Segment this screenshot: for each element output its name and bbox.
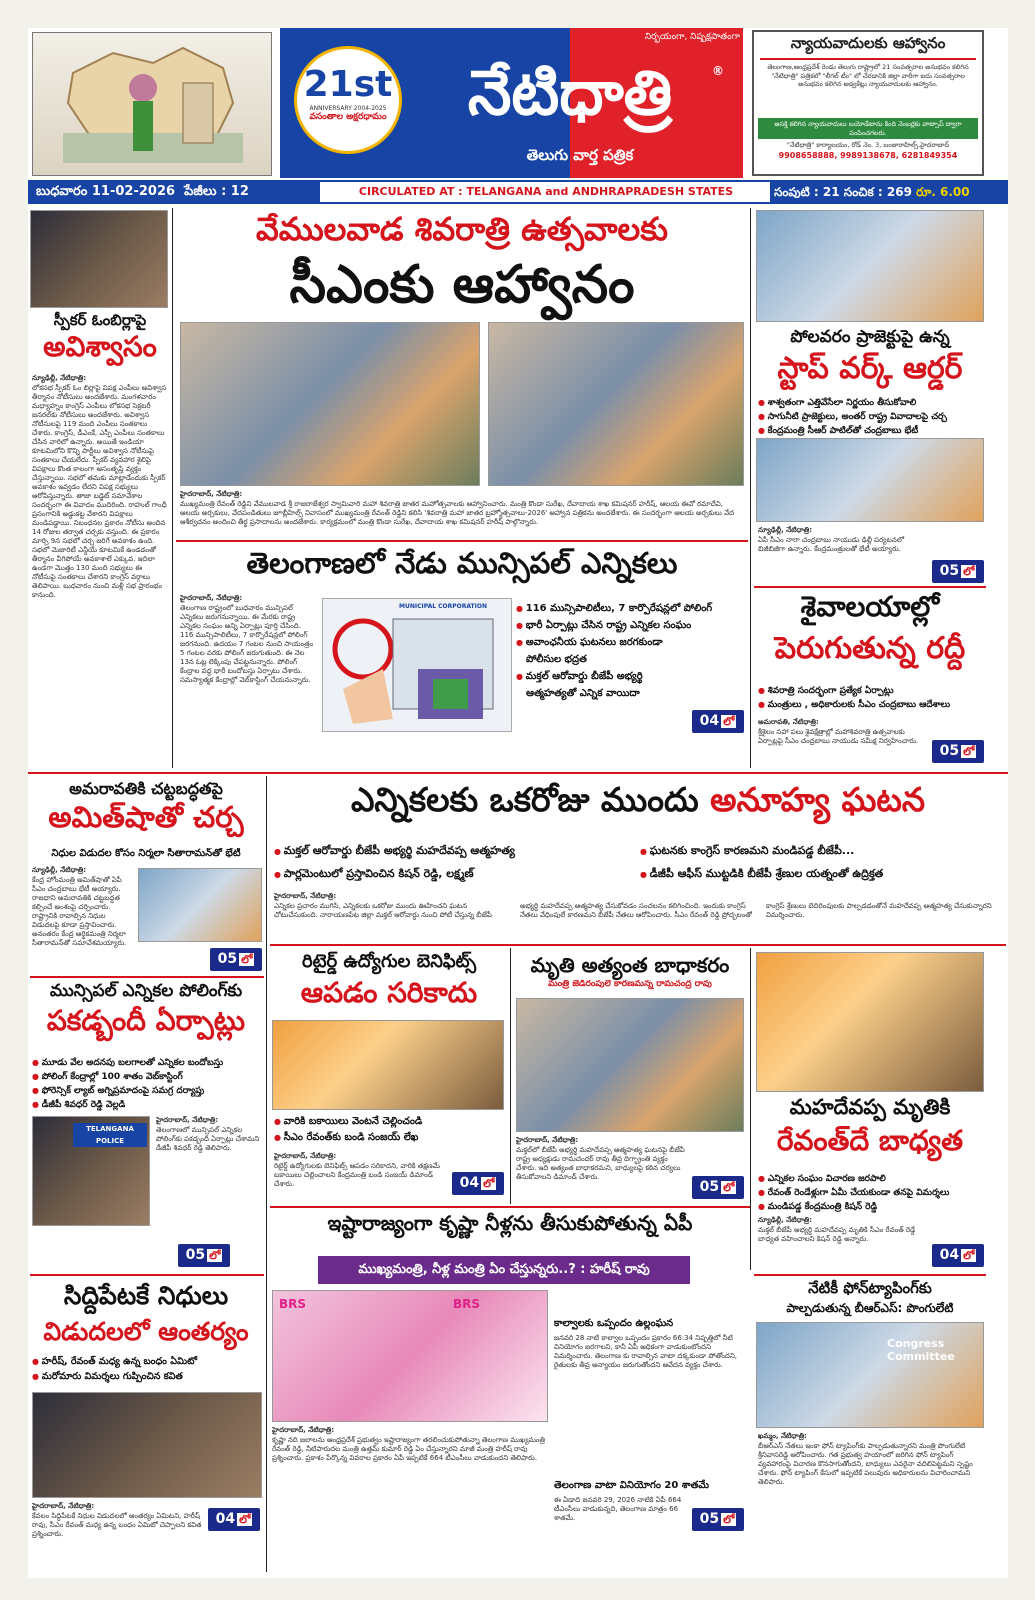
shaivalayalu-bullets xyxy=(758,684,986,712)
registered-mark-icon: ® xyxy=(712,64,724,78)
page-suffix: లో xyxy=(239,1513,251,1526)
shaivalayalu-bullet: ● శివరాత్రి సందర్భంగా ప్రత్యేక ఏర్పాట్లు xyxy=(758,684,986,698)
revanth-headline: రేవంత్‌దే బాధ్యత xyxy=(776,1124,964,1157)
anuhya-bullets-left xyxy=(274,840,634,886)
section-divider xyxy=(30,1274,264,1276)
lead-headline: సీఎంకు ఆహ్వానం xyxy=(289,254,635,315)
amitshah-kicker: అమరావతికి చట్టబద్ధతపై xyxy=(69,779,223,798)
volume-issue: సంపుటి : 21 సంచిక : 269 xyxy=(774,185,912,199)
mruthi-body: మక్తల్‌లో బీజేపీ అభ్యర్థి మహదేవప్ప ఆత్మహత్య ఘటనపై బీజేపీ రాష్ట్ర అధ్యక్షుడు రామచందర్ రావు తీవ్ర దిగ్భ్రాంతి వ్యక్తం చేశారు. ఇది అత్యంత బాధాకరమని, బాధ్యులపై కఠిన చర్యలు తీసుకోవాలని డిమాండ్ చేశారు. xyxy=(516,1146,685,1181)
advert-title: న్యాయవాదులకు ఆహ్వానం xyxy=(790,34,946,52)
page-count: పేజీలు : 12 xyxy=(184,184,249,199)
speaker-body: లోకసభ స్పీకర్ ఓం బిర్లాపై విపక్ష ఎంపీలు అవిశ్వాస తీర్మానం నోటీసులు అందజేశారు. మంగళవారం మధ్యాహ్నం కాంగ్రెస్ ఎంపీలు లోకసభ సెక్రటరీ జనరల్‌కు నోటీసులు అందజేశారు. అవిశ్వాస నోటీసులపై 119 మంది ఎంపీలు సంతకాలు చేశారు. కాంగ్రెస్, డీఎంకే, ఎస్పీ ఎంపీలు సంతకాలు చేసిన వారిలో ఉన్నారు. అయితే ఇండియా కూటమిలోని కొన్ని పార్టీలు అవిశ్వాస నోటీసుపై సంతకాలు చేయలేదు. స్పీకర్ వ్యవహార శైలిపై విపక్షాలు కొంత కాలంగా అసంతృప్తి వ్యక్తం చేస్తున్నాయి. సభలో తమకు మాట్లాడేందుకు స్పీకర్ అవకాశం ఇవ్వడం లేదని విపక్ష సభ్యులు ఆరోపిస్తున్నారు. తాజా బడ్జెట్ సమావేశాల సందర్భంగా ఈ వివాదం ముదిరింది. రాహుల్ గాంధీ ప్రసంగానికి అడ్డుకట్ట వేశారని విపక్షాలు మండిపడ్డాయి. నిబంధనల ప్రకారం నోటీసు అందిన 14 రోజుల తర్వాత చర్చకు వస్తుంది. ఈ ప్రకారం మార్చి 9న సభలో చర్చ జరిగే అవకాశం ఉంది. సభలో మెజారిటీ ఎన్డీయే కూటమికే ఉండడంతో తీర్మానం వీగిపోయే అవకాశాలే ఎక్కువ. ఇదిలా ఉండగా మొత్తం 130 మంది సభ్యులు ఈ నోటీసుపై సంతకాలు చేశారని కాంగ్రెస్ వర్గాలు తెలిపాయి. బుధవారం నుంచి మళ్లీ సభ ప్రారంభం కానుంది. xyxy=(32,384,167,599)
page-number: 05 xyxy=(185,1247,206,1263)
dateline-bar xyxy=(28,180,1008,204)
municipal-graphic-label: MUNICIPAL CORPORATION xyxy=(398,603,487,610)
column-divider xyxy=(750,948,751,1270)
retired-body: రిటైర్డ్ ఉద్యోగులకు బెనిఫిట్స్ ఆపడం సరికాదని, వారికి తక్షణమే బకాయిలు చెల్లించాలని కేంద్రమంత్రి బండి సంజయ్ డిమాండ్ చేశారు. xyxy=(274,1162,441,1188)
siddipet-bullet: ● హరీష్, రేవంత్ మధ్య ఉన్న బంధం ఏమిటో xyxy=(32,1354,262,1369)
page-number: 04 xyxy=(215,1511,236,1527)
anniversary-text: వసంతాల అక్షరధామం xyxy=(309,112,387,122)
mruthi-photo xyxy=(516,998,744,1132)
page-suffix: లో xyxy=(723,1513,735,1526)
shaivalayalu-bullet: ● మంత్రులు , అధికారులకు సీఎం చంద్రబాబు ఆదేశాలు xyxy=(758,698,986,712)
page-suffix: లో xyxy=(209,1249,221,1262)
anniversary-number: 21st xyxy=(303,64,393,105)
krishna-subhead: ముఖ్యమంత్రి, నీళ్ల మంత్రి ఏం చేస్తున్నరు..? : హరీష్ రావు xyxy=(318,1256,690,1284)
page-number: 05 xyxy=(939,563,960,579)
anuhya-dateline: హైదరాబాద్, నేటిధాత్రి: xyxy=(274,892,337,900)
polavaram-bullet: ● కేంద్రమంత్రి సీఆర్ పాటిల్‌తో చంద్రబాబు భేటీ xyxy=(758,424,986,438)
ballot-box-icon xyxy=(323,599,511,731)
section-divider xyxy=(176,540,748,542)
revanth-bullet: ● ఎన్నికల సంఘం విచారణ జరపాలి xyxy=(758,1172,986,1186)
polavaram-meeting-photo xyxy=(756,438,984,522)
anuhya-bullets-right xyxy=(640,840,1004,886)
page-suffix: లో xyxy=(963,1249,975,1262)
telangana-map-illustration xyxy=(32,32,272,176)
page-suffix: లో xyxy=(241,953,253,966)
polling-headline: పకడ్బందీ ఏర్పాట్లు xyxy=(46,1004,246,1037)
shaivalayalu-kicker: శైవాలయాల్లో xyxy=(800,590,940,623)
polling-bullet: ● ఫోరెన్సిక్ ల్యాబ్ అగ్నిప్రమాదంపై సమగ్ర దర్యాప్తు xyxy=(32,1084,262,1098)
lead-photo-left xyxy=(180,322,480,486)
krishna-box-head: కాల్వాలకు ఒప్పందం ఉల్లంఘన xyxy=(554,1318,674,1329)
page-reference-badge[interactable] xyxy=(692,710,744,733)
lead-dateline: హైదరాబాద్, నేటిధాత్రి: xyxy=(180,490,243,498)
krishna-headline: ఇష్టారాజ్యంగా కృష్ణా నీళ్లను తీసుకుపోతున్న ఏపీ xyxy=(327,1211,693,1235)
speaker-headline: అవిశ్వాసం xyxy=(43,330,157,363)
phonetapping-headline: పాల్పడుతున్న బీఆర్ఎస్: పొంగులేటి xyxy=(786,1301,954,1315)
phonetapping-kicker: నేటికీ ఫోన్‌ట్యాపింగ్‌కు xyxy=(808,1279,932,1297)
page-number: 04 xyxy=(459,1175,480,1191)
advocate-advert xyxy=(752,30,984,176)
phonetapping-photo xyxy=(756,1322,984,1428)
page-number: 05 xyxy=(939,743,960,759)
polling-body: తెలంగాణలో మున్సిపల్ ఎన్నికల పోలింగ్‌కు పకడ్బందీ ఏర్పాట్లు చేశామని డీజీపీ శివధర్ రెడ్డి తెలిపారు. xyxy=(156,1126,260,1152)
polavaram-dateline: న్యూఢిల్లీ, నేటిధాత్రి: xyxy=(758,526,813,534)
phonetapping-body: బీఆర్ఎస్ నేతలు ఇంకా ఫోన్ ట్యాపింగ్‌కు పాల్పడుతున్నారని మంత్రి పొంగులేటి శ్రీనివాసరెడ్డి ఆరోపించారు. గత ప్రభుత్వ హయాంలో జరిగిన ఫోన్ ట్యాపింగ్ వ్యవహారంపై విచారణ కొనసాగుతోందని, బాధ్యులు ఎవరైనా వదిలిపెట్టమని స్పష్టం చేశారు. ఫోన్ ట్యాపింగ్ కేసులో ఇప్పటికే పలువురు అధికారులను విచారించామని తెలిపారు. xyxy=(758,1442,973,1486)
municipal-dateline: హైదరాబాద్, నేటిధాత్రి: xyxy=(180,594,243,602)
section-divider xyxy=(270,1206,750,1208)
anuhya-headline-a: ఎన్నికలకు ఒకరోజు ముందు xyxy=(350,780,699,819)
shaivalayalu-body: శ్రీశైలం సహా పలు శైవక్షేత్రాల్లో మహాశివరాత్రి ఉత్సవాలకు ఏర్పాట్లపై సీఎం చంద్రబాబు నాయుడు సమీక్ష నిర్వహించారు. xyxy=(758,728,919,745)
section-divider xyxy=(754,1274,986,1276)
price: రూ. 6.00 xyxy=(916,185,970,199)
masthead-tagline: నిర్భయంగా, నిష్పక్షపాతంగా xyxy=(644,32,740,42)
municipal-bullet: ● 116 మున్సిపాలిటీలు, 7 కార్పొరేషన్లలో పోలింగ్ xyxy=(516,600,746,617)
page-suffix: లో xyxy=(723,1181,735,1194)
municipal-graphic xyxy=(322,598,512,732)
polling-bullet: ● డీజీపీ శివధర్ రెడ్డి వెల్లడి xyxy=(32,1098,262,1112)
municipal-bullet: ● మక్తల్ ఆరోవార్డు బీజేపీ అభ్యర్థి xyxy=(516,668,746,685)
telangana-map-icon xyxy=(33,33,271,175)
circulation-statement: CIRCULATED AT : TELANGANA and ANDHRAPRADESH STATES xyxy=(358,185,734,198)
amitshah-photo xyxy=(138,868,262,942)
phonetapping-dateline: ఖమ్మం, నేటిధాత్రి: xyxy=(758,1432,807,1440)
anuhya-body: ఎన్నికల ప్రచారం ముగిసి, ఎన్నికలకు ఒకరోజు ముందు ఊహించని ఘటన చోటుచేసుకుంది. నారాయణపేట జిల్లా మక్తల్ ఆరోవార్డు నుంచి పోటీ చేస్తున్న బీజేపీ అభ్యర్థి మహదేవప్ప ఆత్మహత్య చేసుకోవడం సంచలనం కలిగించింది. ఇందుకు కాంగ్రెస్ నేతలు వేధింపులే కారణమని బీజేపీ నేతలు ఆరోపించారు. సీఎం రేవంత్ రెడ్డి ప్రోద్బలంతో కాంగ్రెస్ శ్రేణులు బెదిరింపులకు పాల్పడడంతోనే మహదేవప్ప ఆత్మహత్య చేసుకున్నారని విమర్శించారు. xyxy=(274,902,992,919)
page-number: 05 xyxy=(699,1179,720,1195)
anuhya-bullet: ● పార్లమెంటులో ప్రస్తావించిన కిషన్ రెడ్డి, లక్ష్మణ్ xyxy=(274,863,634,886)
anuhya-headline-b: అనూహ్య ఘటన xyxy=(710,780,926,819)
municipal-bullet: ● భారీ ఏర్పాట్లు చేసిన రాష్ట్ర ఎన్నికల సంఘం xyxy=(516,617,746,634)
revanth-story-photo xyxy=(756,952,984,1092)
mruthi-headline: మృతి అత్యంత బాధాకరం xyxy=(530,953,730,977)
municipal-bullets xyxy=(516,600,746,702)
masthead-title: నేటిధాత్రి xyxy=(467,56,673,129)
siddipet-headline-b: విడుదలలో ఆంతర్యం xyxy=(43,1317,249,1346)
polavaram-bullet: ● సాగునీటి ప్రాజెక్టులు, అంతర్ రాష్ట్ర వివాదాలపై చర్చ xyxy=(758,410,986,424)
page-number: 05 xyxy=(217,951,238,967)
advert-body: తెలంగాణ,ఆంధ్రప్రదేశ్ రెండు తెలుగు రాష్ట్రాలో 21 సంవత్సరాల అనుభవం కలిగిన "నేటిధాత్రి" పత్రికలో "లీగల్ టీం" లో చేరడానికి జిల్లా వారీగా ఐదు సంవత్సరాల అనుభవం కలిగిన అడ్వకేట్లు న్యాయవాదులకు ఆహ్వానం. xyxy=(767,63,969,88)
revanth-dateline: న్యూఢిల్లీ, నేటిధాత్రి: xyxy=(758,1216,813,1224)
siddipet-body: కేవలం సిద్దిపేటకే నిధుల విడుదలలో ఆంతర్యం ఏమిటని, హరీష్ రావు, సీఎం రేవంత్ మధ్య ఉన్న బంధం ఏమిటో చెప్పాలని కవిత ప్రశ్నించారు. xyxy=(32,1512,202,1538)
masthead-banner xyxy=(280,28,743,178)
retired-bullet: ● వారికి బకాయిలు వెంటనే చెల్లించండి xyxy=(274,1114,506,1130)
page-number: 05 xyxy=(699,1511,720,1527)
krishna-body2: జనవరి 28 నాటి కాల్వాల ఒప్పందం ప్రకారం 66:34 నిష్పత్తిలో నీటి వినియోగం జరగాలని, కానీ ఏపీ అధికంగా వాడుకుంటోందని విమర్శించారు. తెలంగాణ కు రావాల్సిన వాటా దక్కకుండా పోతోందని, రైతులకు తీవ్ర అన్యాయం జరుగుతోందని ఆవేదన వ్యక్తం చేశారు. xyxy=(554,1334,737,1369)
page-reference-badge[interactable] xyxy=(692,1176,744,1199)
page-suffix: లో xyxy=(963,565,975,578)
section-divider xyxy=(28,772,1008,774)
siddipet-bullet: ● మరోమారు విమర్శలు గుప్పించిన కవిత xyxy=(32,1369,262,1384)
amitshah-subhead: నిధుల విడుదల కోసం నిర్మలా సీతారామన్‌తో భేటీ xyxy=(51,848,241,859)
siddipet-photo xyxy=(32,1392,262,1498)
polling-photo-label: TELANGANA POLICE xyxy=(73,1123,147,1147)
retired-kicker: రిటైర్డ్ ఉద్యోగుల బెనిఫిట్స్ xyxy=(301,951,477,972)
page-reference-badge[interactable] xyxy=(692,1508,744,1531)
page-reference-badge[interactable] xyxy=(208,1508,260,1531)
revanth-body: మక్తల్ బీజేపీ అభ్యర్థి మహదేవప్ప మృతికి సీఎం రేవంత్ రెడ్డే బాధ్యత వహించాలని కిషన్ రెడ్డి అన్నారు. xyxy=(758,1226,916,1243)
page-number: 04 xyxy=(699,713,720,729)
revanth-bullet: ● మండిపడ్డ కేంద్రమంత్రి కిషన్ రెడ్డి xyxy=(758,1200,986,1214)
advert-green-strip: ఆసక్తి కలిగిన న్యాయవాదులు బయోడేటాను కింది నెంబర్లకు వాట్సాప్ ద్వారా పంపించగలరు. xyxy=(758,118,978,139)
polling-bullet: ● పోలింగ్ కేంద్రాల్లో 100 శాతం వెబ్‌కాస్టింగ్ xyxy=(32,1070,262,1084)
page-suffix: లో xyxy=(723,715,735,728)
mruthi-subhead: మంత్రి జెడిరంపులే కారణమన్న రామచంద్ర రావు xyxy=(548,980,712,989)
column-divider xyxy=(172,208,173,768)
polavaram-photo xyxy=(756,210,984,322)
krishna-box-head2: తెలంగాణ వాటా వినియోగం 20 శాతమే xyxy=(554,1480,709,1491)
anuhya-bullet: ● డీజీపీ ఆఫీస్ ముట్టడికి బీజేపీ శ్రేణుల యత్నంతో ఉద్రిక్తత xyxy=(640,863,1004,886)
retired-photo xyxy=(272,1020,504,1110)
speaker-photo xyxy=(30,210,168,308)
anniversary-badge xyxy=(294,46,402,154)
municipal-headline: తెలంగాణలో నేడు మున్సిపల్ ఎన్నికలు xyxy=(246,546,678,580)
polling-bullet: ● మూడు వేల అదనపు బలగాలతో ఎన్నికల బందోబస్తు xyxy=(32,1056,262,1070)
retired-headline: ఆపడం సరికాదు xyxy=(300,976,478,1009)
polling-bullets xyxy=(32,1056,262,1112)
retired-dateline: హైదరాబాద్, నేటిధాత్రి: xyxy=(274,1152,337,1160)
page-number: 04 xyxy=(939,1247,960,1263)
section-divider xyxy=(30,976,264,978)
siddipet-headline-a: సిద్దిపేటకే నిధులు xyxy=(63,1281,229,1310)
issue-date: బుధవారం 11-02-2026 xyxy=(36,184,176,199)
anuhya-headline xyxy=(270,782,1006,818)
lead-kicker: వేములవాడ శివరాత్రి ఉత్సవాలకు xyxy=(256,210,668,248)
section-divider xyxy=(270,944,1006,946)
polavaram-bullet: ● శాశ్వతంగా ఎత్తివేసేలా నిర్ణయం తీసుకోవాలి xyxy=(758,396,986,410)
brs-logo-icon: BRS xyxy=(453,1297,481,1311)
column-divider xyxy=(510,948,511,1204)
phonetapping-photo-label: Congress Committee xyxy=(887,1337,955,1363)
page-suffix: లో xyxy=(483,1177,495,1190)
page-reference-badge[interactable] xyxy=(210,948,262,971)
shaivalayalu-dateline: అమరావతి, నేటిధాత్రి: xyxy=(758,718,819,726)
municipal-bullet-cont: ఆత్మహత్యతో ఎన్నిక వాయిదా xyxy=(526,688,640,699)
page-suffix: లో xyxy=(963,745,975,758)
shaivalayalu-headline: పెరుగుతున్న రద్దీ xyxy=(774,631,966,666)
polling-kicker: మున్సిపల్ ఎన్నికల పోలింగ్‌కు xyxy=(49,981,243,1001)
revanth-kicker: మహదేవప్ప మృతికి xyxy=(789,1095,951,1119)
masthead-subtitle: తెలుగు వార్త పత్రిక xyxy=(526,146,634,164)
krishna-dateline: హైదరాబాద్, నేటిధాత్రి: xyxy=(272,1426,335,1434)
page-reference-badge[interactable] xyxy=(452,1172,504,1195)
krishna-body: కృష్ణా నది జలాలను ఆంధ్రప్రదేశ్ ప్రభుత్వం ఇష్టారాజ్యంగా తరలించుకుపోతున్నా తెలంగాణ ముఖ్యమంత్రి రేవంత్ రెడ్డి, నీటిపారుదల మంత్రి ఉత్తమ్ కుమార్ రెడ్డి ఏం చేస్తున్నారని మాజీ మంత్రి హరీష్ రావు ప్రశ్నించారు. ప్రకాశం పేర్కొన్న వివరాల ప్రకారం ఏపీ ఇప్పటికే 664 టీఎంసీలు వాడుకుందని తెలిపారు. xyxy=(272,1436,545,1462)
polling-dateline: హైదరాబాద్, నేటిధాత్రి: xyxy=(156,1116,219,1124)
page-reference-badge[interactable] xyxy=(932,1244,984,1267)
polavaram-kicker: పోలవరం ప్రాజెక్టుపై ఉన్న xyxy=(790,327,950,347)
page-reference-badge[interactable] xyxy=(932,740,984,763)
amitshah-headline: అమిత్‌షాతో చర్చ xyxy=(48,800,244,834)
revanth-bullet: ● రేవంత్ రెండేళ్లుగా ఏమీ చేయకుండా తనపై విమర్శలు xyxy=(758,1186,986,1200)
anniversary-label: ANNIVERSARY 2004-2025 xyxy=(309,105,387,112)
anuhya-bullet: ● మక్తల్ ఆరోవార్డు బీజేపీ అభ్యర్థి మహదేవప్ప ఆత్మహత్య xyxy=(274,840,634,863)
municipal-bullet: ● అవాంఛనీయ ఘటనలు జరగకుండా xyxy=(516,634,746,651)
krishna-body3: ఈ ఏడాది జనవరి 29, 2026 నాటికి ఏపీ 664 టీఎంసీలు వాడుకున్నది, తెలంగాణ మాత్రం 66 శాతమే. xyxy=(554,1496,682,1522)
speaker-kicker: స్పీకర్ ఓంబిర్లాపై xyxy=(53,311,147,329)
polavaram-body: ఏపీ సీఎం నారా చంద్రబాబు నాయుడు ఢిల్లీ పర్యటనలో బిజీబిజీగా ఉన్నారు. కేంద్రమంత్రులతో భేటీ అయ్యారు. xyxy=(758,536,905,553)
municipal-body-cont xyxy=(322,738,746,764)
section-divider xyxy=(754,586,986,588)
siddipet-dateline: హైదరాబాద్, నేటిధాత్రి: xyxy=(32,1502,95,1510)
column-divider xyxy=(750,208,751,768)
brs-logo-icon: BRS xyxy=(279,1297,307,1311)
lead-body: ముఖ్యమంత్రి రేవంత్ రెడ్డిని వేములవాడ శ్రీ రాజరాజేశ్వర స్వామివారి మహా శివరాత్రి జాతర మహోత్సవాలకు ఆహ్వానించారు. మంత్రి కొండా సురేఖ, దేవాదాయ శాఖ కమిషనర్ హరీష్, ఆలయ ఈవో రమాదేవి, ఆలయ అర్చకులు, వేదపండితులు జూబ్లీహిల్స్ నివాసంలో ముఖ్యమంత్రి రేవంత్ రెడ్డిని కలిసి 'శివరాత్రి మహా జాతర బ్రహ్మోత్సవాలు-2026' ఆహ్వాన పత్రికను అందజేశారు. ఈ సందర్భంగా ఆలయ అర్చకులు వేద ఆశీర్వచనం అందించి తీర్థ ప్రసాదాలను అందజేశారు. కార్యక్రమంలో మంత్రి కొండా సురేఖ, దేవాదాయ శాఖ కమిషనర్ హరీష్ పాల్గొన్నారు. xyxy=(180,500,735,526)
dateline-date-block xyxy=(30,182,320,202)
revanth-bullets xyxy=(758,1172,986,1214)
mruthi-dateline: హైదరాబాద్, నేటిధాత్రి: xyxy=(516,1136,579,1144)
municipal-bullet-cont: పోలీసుల భద్రత xyxy=(526,654,587,665)
speaker-dateline: న్యూఢిల్లీ, నేటిధాత్రి: xyxy=(32,374,87,382)
page-reference-badge[interactable] xyxy=(932,560,984,583)
amitshah-dateline: న్యూఢిల్లీ, నేటిధాత్రి: xyxy=(32,866,87,874)
retired-bullets xyxy=(274,1114,506,1146)
siddipet-bullets xyxy=(32,1354,262,1384)
advert-contact: "నేటిధాత్రి" కార్యాలయం, రోడ్ నెం. 3, బంజారాహిల్స్,హైదరాబాద్ xyxy=(786,141,950,149)
polavaram-headline: స్టాప్ వర్క్ ఆర్డర్ xyxy=(777,351,963,386)
amitshah-body: కేంద్ర హోంమంత్రి అమిత్‌షాతో ఏపీ సీఎం చంద్రబాబు భేటీ అయ్యారు. రాజధాని అమరావతికి చట్టబద్ధత కల్పించే అంశంపై చర్చించారు. రాష్ట్రానికి రావాల్సిన నిధుల విడుదలపై కూడా ప్రస్తావించారు. అనంతరం కేంద్ర ఆర్థికమంత్రి నిర్మలా సీతారామన్‌తో సమావేశమయ్యారు. xyxy=(32,876,127,947)
municipal-body: తెలంగాణ రాష్ట్రంలో బుధవారం మున్సిపల్ ఎన్నికలు జరుగనున్నాయి. ఈ మేరకు రాష్ట్ర ఎన్నికల సంఘం అన్ని ఏర్పాట్లు పూర్తి చేసింది. 116 మున్సిపాలిటీలు, 7 కార్పొరేషన్లలో పోలింగ్ జరగనుంది. ఉదయం 7 గంటల నుంచి సాయంత్రం 5 గంటల వరకు పోలింగ్ జరుగుతుంది. ఈ నెల 13న ఓట్ల లెక్కింపు చేపట్టనున్నారు. పోలింగ్ కేంద్రాల వద్ద భారీ బందోబస్తు ఏర్పాటు చేశారు. సమస్యాత్మక కేంద్రాల్లో వెబ్‌కాస్టింగ్ చేయనున్నారు. xyxy=(180,604,314,684)
advert-phones: 9908658888, 9989138678, 6281849354 xyxy=(778,151,958,160)
krishna-photo xyxy=(272,1290,548,1422)
lead-photo-right xyxy=(488,322,744,486)
polavaram-bullets xyxy=(758,396,986,438)
page-reference-badge[interactable] xyxy=(178,1244,230,1267)
polling-dgp-photo xyxy=(32,1116,150,1226)
anuhya-bullet: ● ఘటనకు కాంగ్రెస్ కారణమని మండిపడ్డ బీజేపీ... xyxy=(640,840,1004,863)
column-divider xyxy=(266,776,267,1572)
volume-price-block xyxy=(770,182,1006,202)
retired-bullet: ● సీఎం రేవంత్‌కు బండి సంజయ్ లేఖ xyxy=(274,1130,506,1146)
